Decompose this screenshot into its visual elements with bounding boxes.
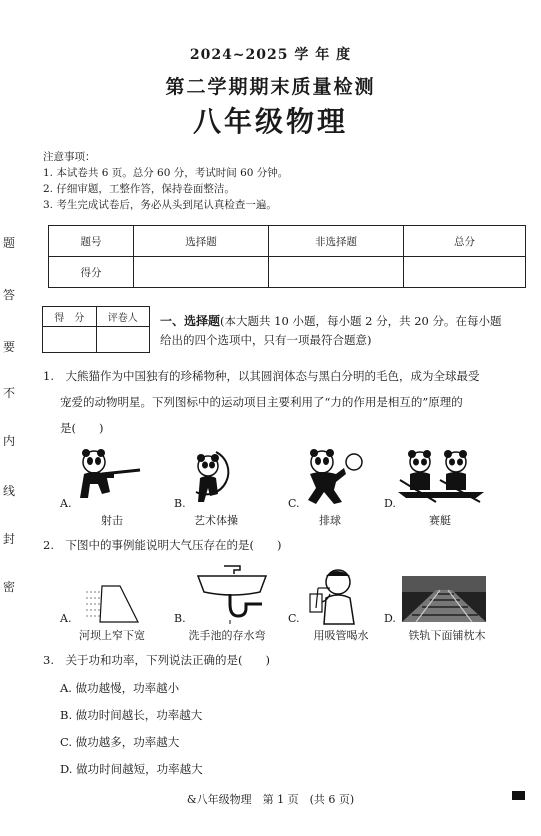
page-footer: &八年级物理 第 1 页 (共 6 页) <box>186 793 355 806</box>
score-cell[interactable] <box>404 257 526 288</box>
exam-year: 2024~2025 学 年 度 <box>189 47 352 63</box>
sink-trap-icon <box>194 564 270 626</box>
section-heading <box>160 312 530 350</box>
section-label: 一、选择题 <box>160 314 221 328</box>
margin-char: 内 <box>2 434 15 448</box>
notice-item: 3. 考生完成试卷后，务必从头到尾认真检查一遍。 <box>43 199 277 211</box>
grader-header-grader: 评卷人 <box>96 307 150 327</box>
margin-char: 密 <box>2 580 15 594</box>
q1-option-letter: A. <box>60 497 72 510</box>
grader-table <box>42 306 150 353</box>
q2-stem: 2. 下图中的事例能说明大气压存在的是( ) <box>43 538 282 552</box>
score-header: 总分 <box>404 226 526 257</box>
q2-option-letter: B. <box>174 612 186 625</box>
section-desc: (本大题共 10 小题，每小题 2 分，共 20 分。在每小题 <box>220 314 502 328</box>
q1-option-letter: B. <box>174 497 186 510</box>
q2-option-letter: D. <box>384 612 396 625</box>
panda-volleyball-icon <box>300 448 370 506</box>
q1-option-letter: C. <box>288 497 300 510</box>
grader-cell[interactable] <box>43 327 97 353</box>
q2-option-caption: 用吸管喝水 <box>313 629 369 642</box>
notice-item: 2. 仔细审题，工整作答，保持卷面整洁。 <box>43 183 235 195</box>
notice-heading: 注意事项： <box>43 151 96 163</box>
q2-option-letter: A. <box>60 612 72 625</box>
q3-choice-d[interactable]: D. 做功时间越短，功率越大 <box>60 762 203 776</box>
q2-option-caption: 铁轨下面铺枕木 <box>408 629 486 642</box>
q1-line: 1. 大熊猫作为中国独有的珍稀物种，以其圆润体态与黑白分明的毛色，成为全球最受 <box>43 369 480 383</box>
q1-option-caption: 艺术体操 <box>194 514 238 527</box>
print-mark <box>512 791 525 800</box>
score-table <box>48 225 526 288</box>
margin-char: 题 <box>2 236 15 250</box>
q2-option-caption: 洗手池的存水弯 <box>188 629 266 642</box>
railway-sleepers-icon <box>402 576 486 622</box>
grader-header-score: 得 分 <box>43 307 97 327</box>
q1-option-caption: 射击 <box>101 514 123 527</box>
q1-line: 宠爱的动物明星。下列图标中的运动项目主要利用了“力的作用是相互的”原理的 <box>60 395 463 409</box>
margin-char: 线 <box>2 484 15 498</box>
margin-char: 要 <box>2 340 15 354</box>
q1-option-caption: 赛艇 <box>429 514 451 527</box>
margin-char: 封 <box>2 532 15 546</box>
q2-option-letter: C. <box>288 612 300 625</box>
score-header: 题号 <box>49 226 134 257</box>
score-cell[interactable] <box>269 257 404 288</box>
score-cell[interactable] <box>134 257 269 288</box>
q1-option-letter: D. <box>384 497 396 510</box>
exam-title: 八年级物理 <box>192 105 348 138</box>
score-header: 选择题 <box>134 226 269 257</box>
exam-subtitle: 第二学期期末质量检测 <box>165 76 376 98</box>
q2-option-caption: 河坝上窄下宽 <box>79 629 145 642</box>
grader-cell[interactable] <box>96 327 150 353</box>
panda-gymnastics-icon <box>186 448 246 506</box>
section-desc: 给出的四个选项中，只有一项最符合题意) <box>160 333 372 347</box>
panda-rowing-icon <box>396 450 486 506</box>
dam-icon <box>84 584 144 624</box>
panda-shooting-icon <box>72 448 142 506</box>
score-row-label: 得分 <box>49 257 134 288</box>
q3-choice-b[interactable]: B. 做功时间越长，功率越大 <box>60 708 203 722</box>
q3-stem: 3. 关于功和功率，下列说法正确的是( ) <box>43 653 270 667</box>
margin-char: 答 <box>2 288 15 302</box>
drinking-straw-icon <box>306 564 358 626</box>
q1-option-caption: 排球 <box>319 514 341 527</box>
score-header: 非选择题 <box>269 226 404 257</box>
q3-choice-a[interactable]: A. 做功越慢，功率越小 <box>60 681 180 695</box>
q1-line: 是( ) <box>60 421 104 435</box>
margin-char: 不 <box>2 386 15 400</box>
q3-choice-c[interactable]: C. 做功越多，功率越大 <box>60 735 180 749</box>
notice-item: 1. 本试卷共 6 页。总分 60 分，考试时间 60 分钟。 <box>43 167 289 179</box>
